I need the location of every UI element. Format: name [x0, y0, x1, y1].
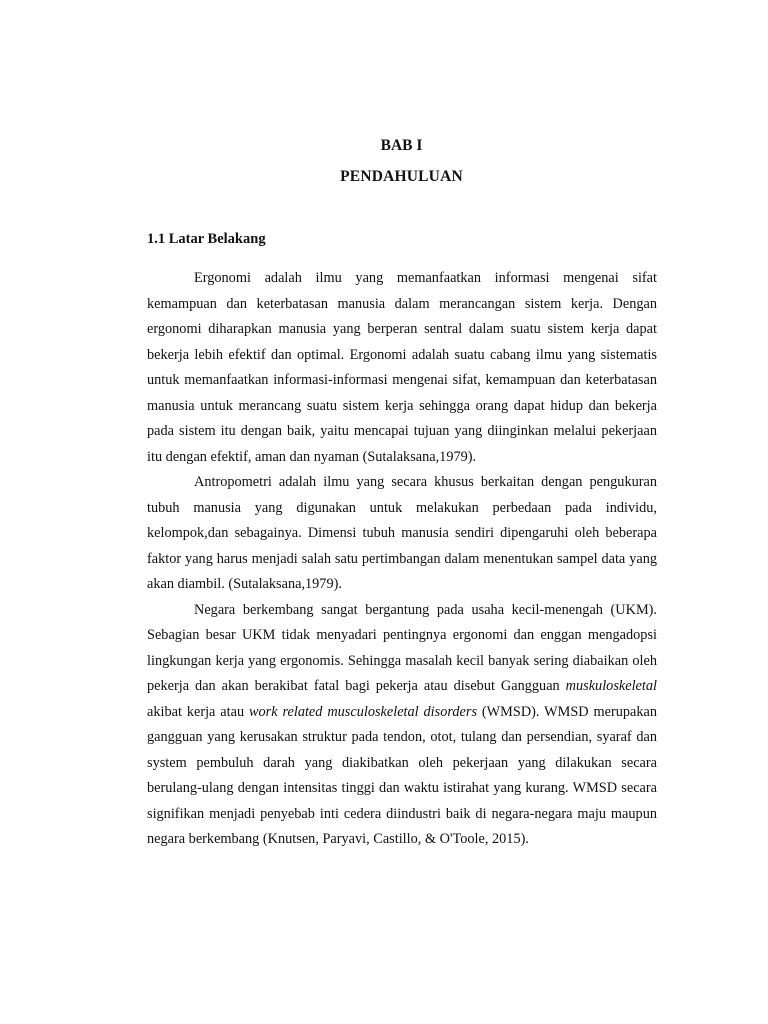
chapter-number: BAB I [380, 137, 423, 154]
term-wmsd: work related musculoskeletal disorders [248, 703, 478, 720]
paragraph-ergonomi: Ergonomi adalah ilmu yang memanfaatkan informasi mengenai sifat kemampuan dan keterbatasan manusia dalam merancangan sistem kerja. Dengan ergonomi diharapkan manusia yang berperan sentral dalam suatu sistem kerja dapat bekerja lebih efektif dan optimal. Ergonomi adalah suatu cabang ilmu yang sistematis untuk memanfaatkan informasi-informasi mengenai sifat, kemampuan dan keterbatasan manusia untuk merancang suatu sistem kerja sehingga orang dapat hidup dan bekerja pada sistem itu dengan baik, yaitu mencapai tujuan yang diinginkan melalui pekerjaan itu dengan efektif, aman dan nyaman (Sutalaksana,1979). [147, 270, 657, 465]
section-heading: 1.1 Latar Belakang [147, 231, 266, 247]
paragraph-ukm [147, 598, 657, 853]
paragraph-antropometri: Antropometri adalah ilmu yang secara khusus berkaitan dengan pengukuran tubuh manusia yang digunakan untuk melakukan perbedaan pada individu, kelompok,dan sebagainya. Dimensi tubuh manusia sendiri dipengaruhi oleh beberapa faktor yang harus menjadi salah satu pertimbangan dalam menentukan sampel data yang akan diambil. (Sutalaksana,1979). [147, 474, 657, 592]
paragraph-ukm-text-2: akibat kerja atau [147, 703, 249, 720]
paragraph-ukm-text-1: Negara berkembang sangat bergantung pada usaha kecil-menengah (UKM). Sebagian besar UKM tidak menyadari pentingnya ergonomi dan enggan mengadopsi lingkungan kerja yang ergonomis. Sehingga masalah kecil banyak sering diabaikan oleh pekerja dan akan berakibat fatal bagi pekerja atau disebut Gangguan [147, 601, 657, 694]
body-text [147, 266, 657, 853]
paragraph-ukm-text-3: (WMSD). WMSD merupakan gangguan yang kerusakan struktur pada tendon, otot, tulang dan persendian, syaraf dan system pembuluh darah yang diakibatkan oleh pekerjaan yang dilakukan secara berulang-ulang dengan intensitas tinggi dan waktu istirahat yang kurang. WMSD secara signifikan menjadi penyebab inti cedera diindustri baik di negara-negara maju maupun negara berkembang (Knutsen, Paryavi, Castillo, & O'Toole, 2015). [147, 703, 657, 847]
term-muskuloskeletal: muskuloskeletal [565, 678, 657, 694]
chapter-title: PENDAHULUAN [340, 168, 463, 185]
